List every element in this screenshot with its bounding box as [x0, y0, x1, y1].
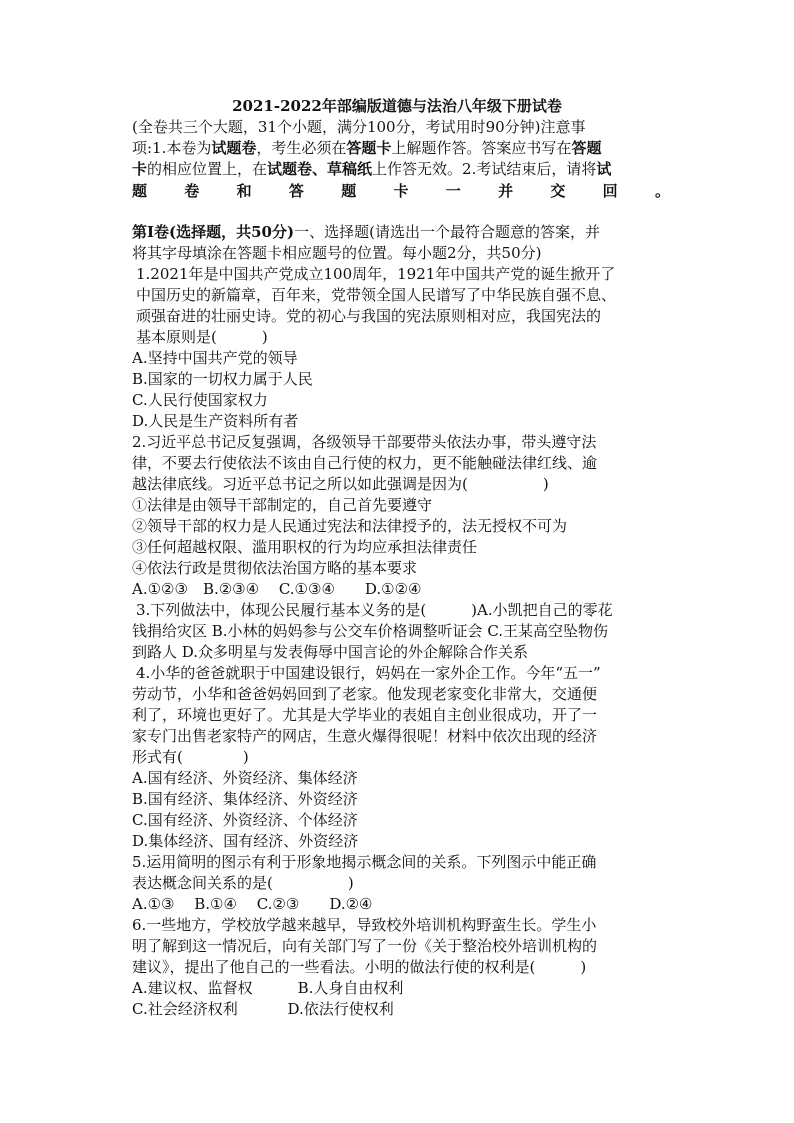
- q3-line: 3.下列做法中，体现公民履行基本义务的是( )A.小凯把自己的零花: [136, 601, 613, 619]
- intro-line-1: (全卷共三个大题，31个小题，满分100分，考试用时90分钟)注意事: [132, 118, 586, 136]
- intro-char: 并: [498, 182, 514, 200]
- intro-text: 项:1.本卷为: [132, 139, 212, 157]
- intro-char: 题: [132, 182, 148, 200]
- section-heading: 第Ⅰ卷(选择题，共50分): [132, 223, 295, 241]
- intro-char: 交: [550, 182, 566, 200]
- q4-option-a: A.国有经济、外资经济、集体经济: [132, 769, 358, 787]
- q4-stem-line: 家专门出售老家特产的网店，生意火爆得很呢！材料中依次出现的经济: [132, 727, 598, 745]
- q6-options-cd: C.社会经济权利 D.依法行使权利: [132, 1000, 394, 1018]
- intro-text: 上作答无效。2.考试结束后，请将: [372, 160, 597, 178]
- q4-stem-line: 劳动节，小华和爸爸妈妈回到了老家。他发现老家变化非常大，交通便: [132, 685, 598, 703]
- q2-stem-line: 2.习近平总书记反复强调，各级领导干部要带头依法办事，带头遵守法: [132, 433, 597, 451]
- q4-stem-line: 4.小华的爸爸就职于中国建设银行，妈妈在一家外企工作。今年“五一”: [136, 664, 601, 682]
- q6-stem-line: 明了解到这一情况后，向有关部门写了一份《关于整治校外培训机构的: [132, 937, 598, 955]
- intro-char: 。: [654, 182, 670, 200]
- section-line-1: [132, 222, 600, 243]
- intro-emphasis: 卡: [132, 160, 148, 178]
- q2-statement-3: ③任何超越权限、滥用职权的行为均应承担法律责任: [132, 538, 478, 556]
- q5-options: A.①③ B.①④ C.②③ D.②④: [132, 895, 373, 913]
- intro-char: 卷: [184, 182, 200, 200]
- q6-options-ab: A.建议权、监督权 B.人身自由权利: [132, 979, 404, 997]
- q4-option-c: C.国有经济、外资经济、个体经济: [132, 811, 358, 829]
- intro-emphasis: 试: [596, 160, 612, 178]
- q4-stem-line: 形式有( ): [132, 748, 249, 766]
- intro-line-4: [132, 181, 670, 203]
- q3-line: 到路人 D.众多明星与发表侮辱中国言论的外企解除合作关系: [132, 643, 529, 661]
- intro-emphasis: 试题卷、草稿纸: [267, 160, 373, 178]
- intro-emphasis: 试题卷: [211, 139, 257, 157]
- q6-stem-line: 建议》，提出了他自己的一些看法。小明的做法行使的权利是( ): [132, 958, 587, 976]
- intro-char: 一: [445, 182, 461, 200]
- q1-option-d: D.人民是生产资料所有者: [132, 412, 299, 430]
- q1-option-c: C.人民行使国家权力: [132, 391, 268, 409]
- q1-stem-line: 1.2021年是中国共产党成立100周年，1921年中国共产党的诞生掀开了: [136, 265, 616, 283]
- q1-stem-line: 基本原则是( ): [136, 328, 268, 346]
- section-instructions: 一、选择题(请选出一个最符合题意的答案，并: [294, 223, 600, 241]
- intro-char: 答: [288, 182, 304, 200]
- q1-option-b: B.国家的一切权力属于人民: [132, 370, 313, 388]
- q2-stem-line: 律，不要去行使依法不该由自己行使的权力，更不能触碰法律红线、逾: [132, 454, 598, 472]
- intro-char: 和: [236, 182, 252, 200]
- q2-options: A.①②③ B.②③④ C.①③④ D.①②④: [132, 580, 422, 598]
- intro-emphasis: 答题: [571, 139, 602, 157]
- intro-text: ，考生必须在: [256, 139, 347, 157]
- intro-line-3: [132, 159, 611, 180]
- q4-option-b: B.国有经济、集体经济、外资经济: [132, 790, 358, 808]
- intro-text: 上解题作答。答案应书写在: [391, 139, 572, 157]
- q1-stem-line: 中国历史的新篇章，百年来，党带领全国人民谱写了中华民族自强不息、: [136, 286, 617, 304]
- intro-line-2: [132, 138, 601, 159]
- q1-stem-line: 顽强奋进的壮丽史诗。党的初心与我国的宪法原则相对应，我国宪法的: [136, 307, 602, 325]
- q4-option-d: D.集体经济、国有经济、外资经济: [132, 832, 359, 850]
- q3-line: 钱捐给灾区 B.小林的妈妈参与公交车价格调整听证会 C.王某高空坠物伤: [132, 622, 609, 640]
- section-line-2: 将其字母填涂在答题卡相应题号的位置。每小题2分，共50分): [132, 244, 542, 262]
- q1-option-a: A.坚持中国共产党的领导: [132, 349, 298, 367]
- q5-stem-line: 5.运用简明的图示有利于形象地揭示概念间的关系。下列图示中能正确: [132, 853, 597, 871]
- q6-stem-line: 6.一些地方，学校放学越来越早，导致校外培训机构野蛮生长。学生小: [132, 916, 597, 934]
- intro-char: 卡: [393, 182, 409, 200]
- intro-char: 题: [341, 182, 357, 200]
- q4-stem-line: 利了，环境也更好了。尤其是大学毕业的表姐自主创业很成功，开了一: [132, 706, 598, 724]
- q2-statement-1: ①法律是由领导干部制定的，自己首先要遵守: [132, 496, 433, 514]
- q2-stem-line: 越法律底线。习近平总书记之所以如此强调是因为( ): [132, 475, 549, 493]
- intro-text: 的相应位置上，在: [147, 160, 268, 178]
- exam-title: 2021-2022年部编版道德与法治八年级下册试卷: [232, 97, 562, 115]
- q2-statement-2: ②领导干部的权力是人民通过宪法和法律授予的，法无授权不可为: [132, 517, 568, 535]
- intro-char: 回: [602, 182, 618, 200]
- intro-emphasis: 答题卡: [346, 139, 392, 157]
- q2-statement-4: ④依法行政是贯彻依法治国方略的基本要求: [132, 559, 418, 577]
- q5-stem-line: 表达概念间关系的是( ): [132, 874, 354, 892]
